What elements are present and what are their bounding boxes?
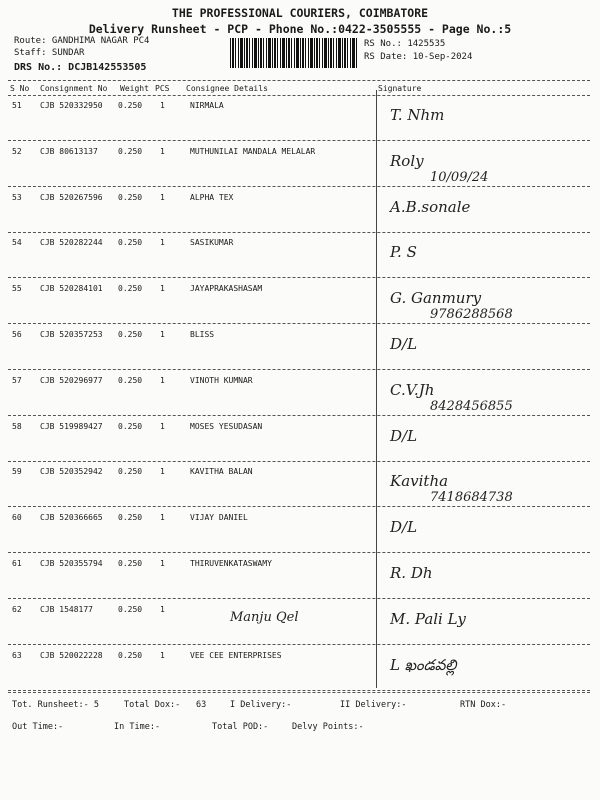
runsheet-title: Delivery Runsheet - PCP - Phone No.:0422-3505555 - Page No.:5 [88,22,512,36]
row-consignee: VIJAY DANIEL [190,513,248,522]
row-consignee: MUTHUNILAI MANDALA MELALAR [190,147,316,156]
row-consignment-no: CJB 520022228 [40,651,103,660]
row-pcs: 1 [160,193,165,202]
row-signature: C.V.Jh [390,381,435,399]
row-signature: D/L [390,335,418,353]
row-sno: 59 [12,467,22,476]
drs-number: DRS No.: DCJB142553505 [14,62,147,73]
total-dox-value: 63 [196,700,207,710]
row-signature: A.B.sonale [390,198,471,216]
row-separator [8,140,590,141]
rtn-dox: RTN Dox:- [460,700,507,710]
row-signature: L ఖండవల్లి [390,656,457,674]
col-sno: S No [10,84,30,93]
row-pcs: 1 [160,422,165,431]
row-sno: 57 [12,376,22,385]
row-signature-note: 8428456855 [430,399,513,414]
row-consignment-no: CJB 1548177 [40,605,93,614]
row-separator [8,415,590,416]
row-consignment-no: CJB 520352942 [40,467,103,476]
row-weight: 0.250 [118,101,143,110]
row-separator [8,323,590,324]
row-sno: 51 [12,101,22,110]
row-pcs: 1 [160,467,165,476]
col-consignee: Consignee Details [186,84,268,93]
row-weight: 0.250 [118,651,143,660]
row-separator [8,461,590,462]
row-sno: 58 [12,422,22,431]
barcode [230,38,358,68]
row-weight: 0.250 [118,376,143,385]
row-sno: 60 [12,513,22,522]
tot-runsheet: Tot. Runsheet:- 5 [12,700,99,710]
col-weight: Weight [120,84,149,93]
col-consignment: Consignment No [40,84,108,93]
rs-number: RS No.: 1425535 [364,39,446,49]
company-name: THE PROFESSIONAL COURIERS, COIMBATORE [171,6,429,20]
row-consignee: VINOTH KUMNAR [190,376,253,385]
row-consignment-no: CJB 519989427 [40,422,103,431]
row-pcs: 1 [160,651,165,660]
row-consignment-no: CJB 520357253 [40,330,103,339]
staff-label: Staff: SUNDAR [14,48,85,58]
row-weight: 0.250 [118,330,143,339]
row-pcs: 1 [160,330,165,339]
row-pcs: 1 [160,513,165,522]
row-consignee: KAVITHA BALAN [190,467,253,476]
row-consignee: MOSES YESUDASAN [190,422,263,431]
row-weight: 0.250 [118,559,143,568]
row-weight: 0.250 [118,605,143,614]
row-consignee: NIRMALA [190,101,224,110]
row-signature: P. S [390,243,417,261]
ii-delivery: II Delivery:- [340,700,407,710]
row-signature: T. Nhm [390,106,445,124]
row-consignee: JAYAPRAKASHASAM [190,284,263,293]
row-separator [8,598,590,599]
row-consignee: ALPHA TEX [190,193,234,202]
delvy-points: Delvy Points:- [292,722,364,732]
col-pcs: PCS [155,84,170,93]
row-weight: 0.250 [118,422,143,431]
row-signature: D/L [390,427,418,445]
out-time: Out Time:- [12,722,64,732]
row-signature: Kavitha [390,472,449,490]
row-separator [8,186,590,187]
row-consignment-no: CJB 520355794 [40,559,103,568]
row-pcs: 1 [160,101,165,110]
row-sno: 54 [12,238,22,247]
i-delivery: I Delivery:- [230,700,292,710]
row-signature: Roly [390,152,424,170]
row-weight: 0.250 [118,193,143,202]
row-consignment-no: CJB 520267596 [40,193,103,202]
header-rule-bottom [8,95,590,96]
row-consignee: VEE CEE ENTERPRISES [190,651,282,660]
row-sno: 63 [12,651,22,660]
row-weight: 0.250 [118,467,143,476]
row-consignee: THIRUVENKATASWAMY [190,559,272,568]
row-separator [8,690,590,691]
total-dox-label: Total Dox:- [124,700,181,710]
row-separator [8,552,590,553]
row-pcs: 1 [160,147,165,156]
row-signature: D/L [390,518,418,536]
row-sno: 52 [12,147,22,156]
row-consignment-no: CJB 80613137 [40,147,98,156]
row-separator [8,644,590,645]
row-signature-note: 10/09/24 [430,170,489,185]
row-signature: R. Dh [390,564,433,582]
total-pod: Total POD:- [212,722,269,732]
row-signature: M. Pali Ly [390,610,466,628]
row-pcs: 1 [160,559,165,568]
row-signature-note: 7418684738 [430,490,513,505]
row-consignment-no: CJB 520282244 [40,238,103,247]
row-separator [8,506,590,507]
row-pcs: 1 [160,284,165,293]
row-sno: 61 [12,559,22,568]
row-consignment-no: CJB 520296977 [40,376,103,385]
row-weight: 0.250 [118,238,143,247]
route-label: Route: GANDHIMA NAGAR PC4 [14,36,150,46]
header-rule-top [8,80,590,81]
row-sno: 53 [12,193,22,202]
row-sno: 55 [12,284,22,293]
row-sno: 62 [12,605,22,614]
row-weight: 0.250 [118,147,143,156]
row-signature: G. Ganmury [390,289,482,307]
row-consignee: BLISS [190,330,215,339]
col-signature: Signature [378,84,422,93]
row-consignee-handwritten: Manju Qel [230,610,299,625]
row-consignee: SASIKUMAR [190,238,234,247]
row-consignment-no: CJB 520284101 [40,284,103,293]
row-consignment-no: CJB 520366665 [40,513,103,522]
rs-date: RS Date: 10-Sep-2024 [364,52,473,62]
row-separator [8,232,590,233]
row-sno: 56 [12,330,22,339]
footer-rule [8,692,590,693]
row-consignment-no: CJB 520332950 [40,101,103,110]
row-separator [8,369,590,370]
row-pcs: 1 [160,605,165,614]
row-weight: 0.250 [118,284,143,293]
row-signature-note: 9786288568 [430,307,513,322]
row-pcs: 1 [160,376,165,385]
in-time: In Time:- [114,722,161,732]
row-separator [8,277,590,278]
row-weight: 0.250 [118,513,143,522]
row-pcs: 1 [160,238,165,247]
